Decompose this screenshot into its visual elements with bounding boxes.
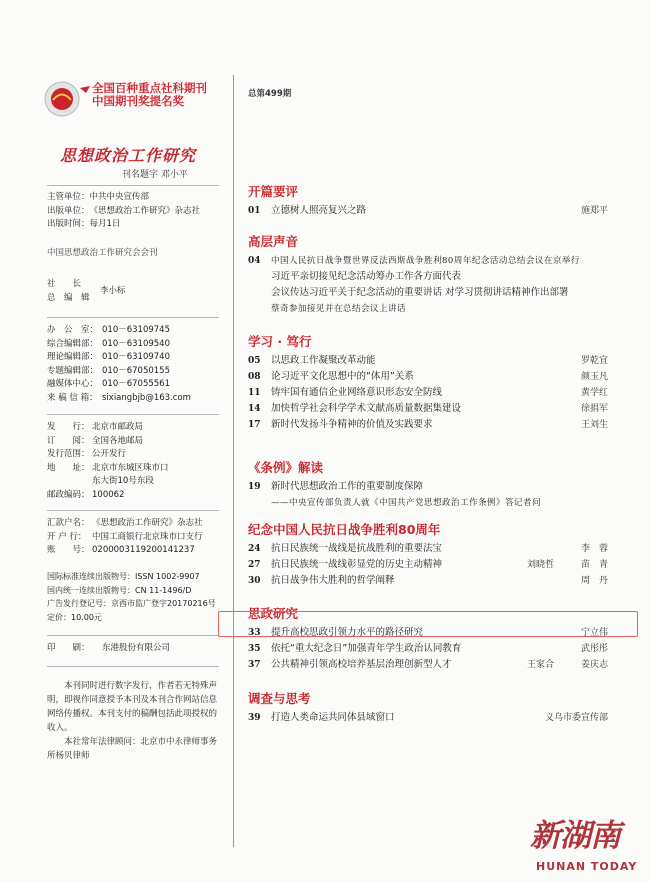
page-number: 24 <box>248 544 261 554</box>
toc-section <box>248 689 608 726</box>
article-title: 提升高校思政引领力水平的路径研究 <box>271 627 424 638</box>
section-title: 思政研究 <box>248 606 299 621</box>
toc-entry[interactable] <box>248 541 608 557</box>
article-title: 依托“重大纪念日”加强青年学生政治认同教育 <box>271 643 462 654</box>
toc-entry[interactable] <box>248 573 608 589</box>
bank-info <box>47 517 203 558</box>
toc-section <box>248 182 608 219</box>
divider <box>47 635 219 636</box>
info-row: 定价：10.00元 <box>47 612 102 622</box>
toc-entry[interactable] <box>248 269 608 285</box>
info-row: 出版单位：《思想政治工作研究》杂志社 <box>47 205 201 216</box>
article-title: 公共精神引领高校培养基层治理创新型人才 <box>271 659 452 670</box>
article-title: 打造人类命运共同体县域窗口 <box>271 712 395 723</box>
toc-entry[interactable] <box>248 557 608 573</box>
toc-entry[interactable] <box>248 657 608 673</box>
section-title: 《条例》解读 <box>248 460 324 475</box>
article-title: 论习近平文化思想中的“体用”关系 <box>271 371 414 382</box>
magazine-calligraphy-title: 思想政治工作研究 <box>60 146 197 165</box>
info-row: 印 刷： 东港股份有限公司 <box>47 643 171 653</box>
article-author: 徐捐军 <box>580 404 608 414</box>
toc-section <box>248 458 608 511</box>
toc-entry[interactable] <box>248 417 608 433</box>
highlight-box <box>218 611 638 637</box>
article-title: 铸牢国有通信企业网络意识形态安全防线 <box>271 387 443 398</box>
toc-entry[interactable] <box>248 401 608 417</box>
toc-section <box>248 332 608 433</box>
article-author: 苗 青 <box>580 560 608 570</box>
info-row: 主管单位：中共中央宣传部 <box>47 192 150 202</box>
article-title: 加快哲学社会科学学术文献高质量数据集建设 <box>271 403 462 414</box>
leader-label: 社 长 <box>47 279 82 289</box>
page-number: 04 <box>248 256 261 266</box>
award-text <box>92 82 207 108</box>
info-row: 融媒体中心： 010－67055561 <box>47 379 170 389</box>
info-row: 账 号： 0200003119200141237 <box>47 545 195 555</box>
toc-entry[interactable] <box>248 253 608 269</box>
info-row: 综合编辑部： 010－63109540 <box>47 338 170 349</box>
page-number: 11 <box>248 388 261 398</box>
article-author: 王刘生 <box>580 420 608 430</box>
toc-entry[interactable] <box>248 285 608 301</box>
award-line: 全国百种重点社科期刊 <box>92 81 207 95</box>
watermark-logo: 新湖南 <box>530 818 620 854</box>
info-row: 国际标准连续出版物号：ISSN 1002-9907 <box>47 572 200 581</box>
award-line: 中国期刊奖提名奖 <box>92 94 184 108</box>
toc-entry[interactable] <box>248 385 608 401</box>
editor-name: 李小标 <box>100 286 126 296</box>
info-row: 理论编辑部： 010－63109740 <box>47 352 170 362</box>
printer-info <box>47 642 170 656</box>
article-title: 以思政工作凝聚改革动能 <box>271 355 376 366</box>
article-title: 抗日民族统一战线是抗战胜利的重要法宝 <box>271 543 443 554</box>
article-author: 施郑平 <box>580 206 608 216</box>
article-title: 新时代发扬斗争精神的价值及实践要求 <box>271 419 433 430</box>
section-title: 纪念中国人民抗日战争胜利80周年 <box>248 522 441 537</box>
info-row: 出版时间：每月1日 <box>47 219 121 229</box>
info-row: 专题编辑部： 010－67050155 <box>47 365 170 376</box>
toc-entry[interactable] <box>248 369 608 385</box>
info-row: 来 稿 信 箱： sixiangbjb@163.com <box>47 392 191 403</box>
article-coauthor: 王家合 <box>526 660 554 670</box>
info-row: 发 行： 北京市邮政局 <box>47 422 144 432</box>
page-number: 19 <box>248 482 261 492</box>
divider <box>47 185 219 186</box>
section-title: 高层声音 <box>248 234 299 249</box>
watermark-subtitle: HUNAN TODAY <box>536 860 638 873</box>
article-coauthor: 刘晓哲 <box>526 560 554 570</box>
issue-number: 总第499期 <box>248 89 292 99</box>
section-title: 学习 · 笃行 <box>248 334 312 349</box>
article-title: 抗日民族统一战线彰显党的历史主动精神 <box>271 559 443 570</box>
section-title: 调查与思考 <box>248 691 311 706</box>
phone-list <box>47 324 191 405</box>
info-row: 汇款户名： 《思想政治工作研究》杂志社 <box>47 518 203 528</box>
info-row: 东大街10号东段 <box>92 476 154 486</box>
page-number: 01 <box>248 206 261 216</box>
article-author: 周 丹 <box>580 576 608 586</box>
page-number: 37 <box>248 660 261 670</box>
toc-entry[interactable] <box>248 641 608 657</box>
info-row: 发行范围： 公开发行 <box>47 449 127 459</box>
divider <box>47 414 219 415</box>
info-row: 邮政编码： 100062 <box>47 489 125 500</box>
publication-info <box>47 191 200 232</box>
divider <box>47 666 219 667</box>
society-note: 中国思想政治工作研究会会刊 <box>47 248 158 258</box>
info-row: 地 址： 北京市东城区珠市口 <box>47 462 169 473</box>
article-author: 颜玉凡 <box>580 372 608 382</box>
article-author: 罗乾宜 <box>580 356 608 366</box>
article-title: 立德树人照亮复兴之路 <box>271 205 367 216</box>
article-author: 义乌市委宣传部 <box>544 713 608 723</box>
copyright-notice <box>47 679 220 763</box>
info-row: 办 公 室： 010－63109745 <box>47 325 170 335</box>
toc-entry[interactable] <box>248 710 608 726</box>
page-number: 17 <box>248 420 261 430</box>
info-row: 订 阅： 全国各地邮局 <box>47 435 144 446</box>
article-author: 姜庆志 <box>580 660 608 670</box>
toc-entry[interactable] <box>248 495 608 511</box>
article-author: 宁立伟 <box>580 628 608 638</box>
article-title: 新时代思想政治工作的重要制度保障 <box>271 481 424 492</box>
notice-paragraph: 本社常年法律顾问：北京市中永律师事务所杨贝律师 <box>47 737 218 761</box>
info-row: 国内统一连续出版物号：CN 11-1496/D <box>47 585 192 595</box>
leaders-block <box>47 278 90 305</box>
leader-label: 总 编 辑 <box>47 292 90 303</box>
page-number: 14 <box>248 404 261 414</box>
page-number: 05 <box>248 356 261 366</box>
notice-paragraph: 本刊同时进行数字发行，作者若无特殊声明，即视作同意授予本刊及本刊合作网站信息网络传播权。本刊支付的稿酬包括此项授权的收入。 <box>47 681 218 733</box>
divider <box>47 317 219 318</box>
page-number: 27 <box>248 560 261 570</box>
article-author: 黄学红 <box>580 388 608 398</box>
page-number: 08 <box>248 372 261 382</box>
article-title: ——中央宣传部负责人就《中国共产党思想政治工作条例》答记者问 <box>271 498 542 508</box>
column-divider <box>233 75 234 847</box>
page-number: 30 <box>248 576 261 586</box>
distribution-list <box>47 421 169 502</box>
article-author: 武彤彤 <box>580 644 608 654</box>
article-title: 蔡奇参加接见并在总结会议上讲话 <box>271 304 407 314</box>
article-title: 中国人民抗日战争暨世界反法西斯战争胜利80周年纪念活动总结会议在京举行 <box>271 256 580 266</box>
section-title: 开篇要评 <box>248 184 299 199</box>
article-author: 李 蓉 <box>580 544 608 554</box>
toc-entry[interactable] <box>248 301 608 317</box>
divider <box>47 510 219 511</box>
serial-numbers <box>47 570 216 624</box>
page-number: 39 <box>248 713 261 723</box>
info-row: 开 户 行： 中国工商银行北京珠市口支行 <box>47 531 203 542</box>
article-title: 会议传达习近平关于纪念活动的重要讲话 对学习贯彻讲话精神作出部署 <box>271 287 569 298</box>
info-row: 广告发行登记号：京西市监广登字20170216号 <box>47 599 216 608</box>
article-title: 抗日战争伟大胜利的哲学阐释 <box>271 575 395 586</box>
toc-entry[interactable] <box>248 203 608 219</box>
toc-section <box>248 232 608 317</box>
toc-entry[interactable] <box>248 479 608 495</box>
toc-section <box>248 520 608 589</box>
award-emblem-icon <box>40 80 92 118</box>
toc-entry[interactable] <box>248 353 608 369</box>
article-title: 习近平亲切接见纪念活动筹办工作各方面代表 <box>271 271 462 282</box>
page-number: 35 <box>248 644 261 654</box>
calligraphy-credit: 刊名题字 邓小平 <box>122 170 188 180</box>
page-number: 33 <box>248 628 261 638</box>
